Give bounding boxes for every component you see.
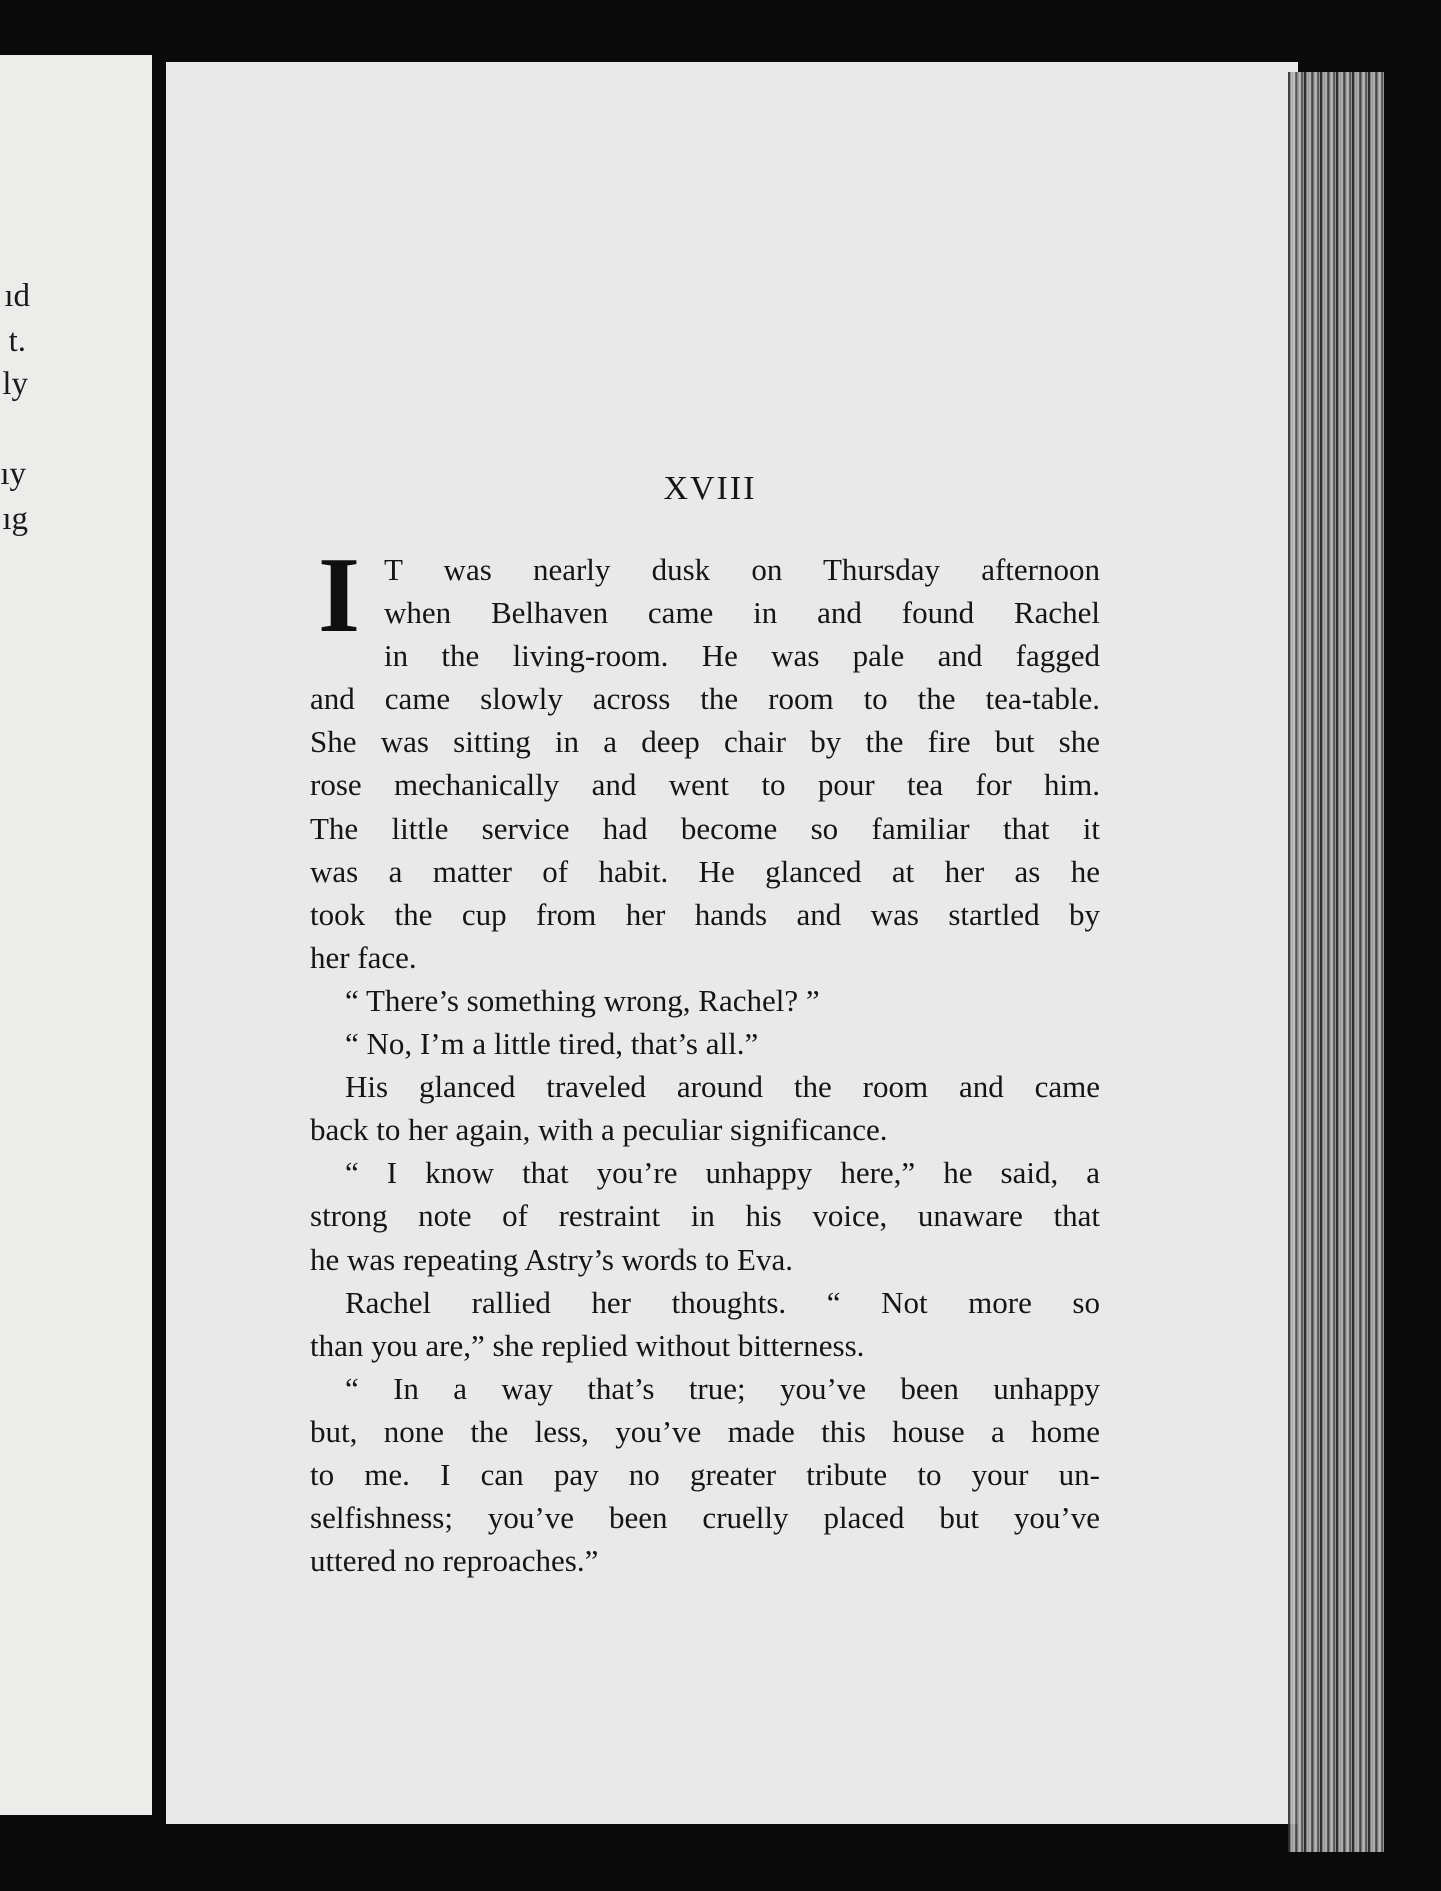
text-line: to me. I can pay no greater tribute to your un-	[310, 1456, 1100, 1492]
text-line: selfishness; you’ve been cruelly placed but you’ve	[310, 1500, 1100, 1536]
left-fragment: ıd	[4, 278, 30, 314]
book-gutter	[152, 50, 166, 1820]
left-fragment: ly	[2, 366, 28, 402]
left-facing-page	[0, 55, 158, 1815]
text-line: His glanced traveled around the room and came	[345, 1069, 1100, 1105]
text-line: he was repeating Astry’s words to Eva.	[310, 1241, 793, 1277]
drop-cap-letter: I	[318, 536, 361, 655]
left-fragment: ıg	[2, 501, 28, 537]
chapter-heading: XVIII	[663, 470, 757, 507]
text-line: “ In a way that’s true; you’ve been unhappy	[345, 1370, 1100, 1406]
text-line: back to her again, with a peculiar significance.	[310, 1112, 888, 1148]
text-line: uttered no reproaches.”	[310, 1543, 599, 1579]
text-line: than you are,” she replied without bitterness.	[310, 1327, 865, 1363]
text-line: “ No, I’m a little tired, that’s all.”	[345, 1026, 759, 1062]
text-line: but, none the less, you’ve made this house a home	[310, 1413, 1100, 1449]
text-line: She was sitting in a deep chair by the fire but she	[310, 724, 1100, 760]
text-line: when Belhaven came in and found Rachel	[384, 595, 1100, 631]
text-line: Rachel rallied her thoughts. “ Not more so	[345, 1284, 1100, 1320]
text-line: took the cup from her hands and was startled by	[310, 896, 1100, 932]
chapter-text	[310, 548, 1100, 1582]
page-edges	[1288, 72, 1384, 1852]
text-line: in the living-room. He was pale and fagged	[384, 638, 1100, 674]
text-line: and came slowly across the room to the tea-table.	[310, 681, 1100, 717]
text-line: “ I know that you’re unhappy here,” he said, a	[345, 1155, 1100, 1191]
text-line: was a matter of habit. He glanced at her as he	[310, 853, 1100, 889]
left-fragment: ıy	[0, 456, 26, 492]
text-line: The little service had become so familiar that it	[310, 810, 1100, 846]
text-line: her face.	[310, 939, 417, 975]
text-line: strong note of restraint in his voice, unaware that	[310, 1198, 1100, 1234]
text-line: “ There’s something wrong, Rachel? ”	[345, 982, 820, 1018]
left-fragment: t.	[8, 323, 26, 359]
text-line: rose mechanically and went to pour tea for him.	[310, 767, 1100, 803]
text-line: T was nearly dusk on Thursday afternoon	[384, 552, 1100, 587]
